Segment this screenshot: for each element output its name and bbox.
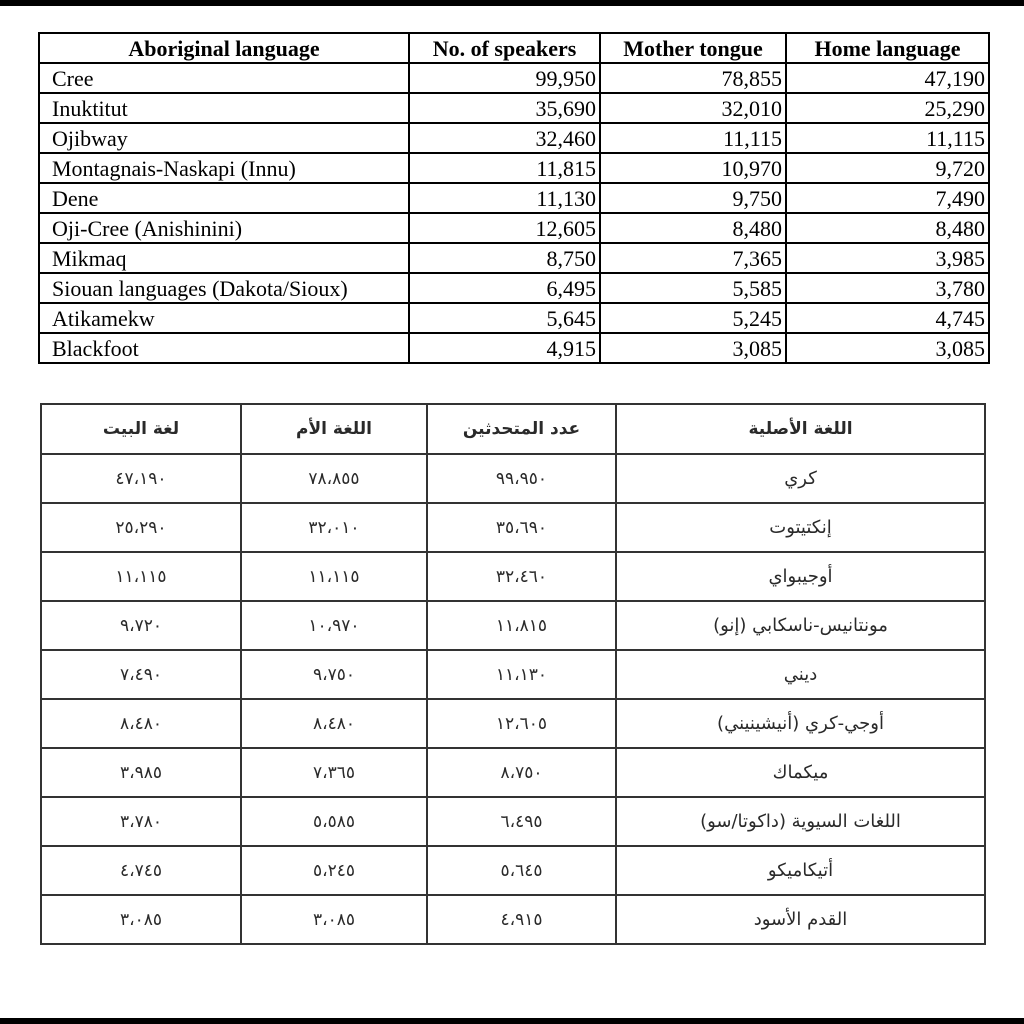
speakers-cell: 11,815	[409, 153, 600, 183]
speakers-cell: 12,605	[409, 213, 600, 243]
home-language-cell: 25,290	[786, 93, 989, 123]
home-language-cell-ar: ٤٧،١٩٠	[41, 454, 241, 503]
table-row	[41, 895, 985, 944]
table-row	[39, 153, 989, 183]
speakers-cell: 6,495	[409, 273, 600, 303]
header-home-language-ar: لغة البيت	[41, 404, 241, 454]
header-mother-tongue-ar: اللغة الأم	[241, 404, 427, 454]
table-row	[39, 213, 989, 243]
home-language-cell-ar: ١١،١١٥	[41, 552, 241, 601]
table-row	[41, 699, 985, 748]
language-name-cell: Ojibway	[39, 123, 409, 153]
language-name-cell-ar: أوجيبواي	[616, 552, 985, 601]
home-language-cell: 3,780	[786, 273, 989, 303]
home-language-cell-ar: ٨،٤٨٠	[41, 699, 241, 748]
table-row	[39, 303, 989, 333]
mother-tongue-cell-ar: ١١،١١٥	[241, 552, 427, 601]
table-row	[41, 503, 985, 552]
table-row	[39, 333, 989, 363]
mother-tongue-cell: 3,085	[600, 333, 786, 363]
language-name-cell-ar: إنكتيتوت	[616, 503, 985, 552]
language-name-cell: Atikamekw	[39, 303, 409, 333]
home-language-cell: 47,190	[786, 63, 989, 93]
mother-tongue-cell: 7,365	[600, 243, 786, 273]
mother-tongue-cell: 32,010	[600, 93, 786, 123]
home-language-cell-ar: ٤،٧٤٥	[41, 846, 241, 895]
top-border-bar	[0, 0, 1024, 6]
header-aboriginal-language: Aboriginal language	[39, 33, 409, 63]
home-language-cell: 7,490	[786, 183, 989, 213]
language-name-cell: Dene	[39, 183, 409, 213]
english-language-table	[38, 32, 990, 364]
mother-tongue-cell-ar: ٣٢،٠١٠	[241, 503, 427, 552]
speakers-cell: 11,130	[409, 183, 600, 213]
speakers-cell-ar: ٣٢،٤٦٠	[427, 552, 616, 601]
home-language-cell-ar: ٢٥،٢٩٠	[41, 503, 241, 552]
mother-tongue-cell: 5,585	[600, 273, 786, 303]
language-name-cell: Inuktitut	[39, 93, 409, 123]
mother-tongue-cell-ar: ٨،٤٨٠	[241, 699, 427, 748]
speakers-cell-ar: ١١،٨١٥	[427, 601, 616, 650]
mother-tongue-cell: 8,480	[600, 213, 786, 243]
home-language-cell: 4,745	[786, 303, 989, 333]
table-row	[41, 650, 985, 699]
table-row	[41, 454, 985, 503]
home-language-cell: 3,085	[786, 333, 989, 363]
mother-tongue-cell-ar: ١٠،٩٧٠	[241, 601, 427, 650]
header-no-of-speakers: No. of speakers	[409, 33, 600, 63]
table-row	[39, 243, 989, 273]
speakers-cell: 35,690	[409, 93, 600, 123]
home-language-cell-ar: ٣،٧٨٠	[41, 797, 241, 846]
language-name-cell-ar: كري	[616, 454, 985, 503]
language-name-cell: Montagnais-Naskapi (Innu)	[39, 153, 409, 183]
header-speakers-count-ar: عدد المتحدثين	[427, 404, 616, 454]
speakers-cell-ar: ٦،٤٩٥	[427, 797, 616, 846]
speakers-cell-ar: ٤،٩١٥	[427, 895, 616, 944]
speakers-cell: 99,950	[409, 63, 600, 93]
language-name-cell-ar: اللغات السيوية (داكوتا/سو)	[616, 797, 985, 846]
arabic-header-row	[41, 404, 985, 454]
language-name-cell-ar: القدم الأسود	[616, 895, 985, 944]
table-row	[39, 183, 989, 213]
speakers-cell-ar: ١٢،٦٠٥	[427, 699, 616, 748]
header-original-language-ar: اللغة الأصلية	[616, 404, 985, 454]
language-name-cell-ar: أتيكاميكو	[616, 846, 985, 895]
language-name-cell: Siouan languages (Dakota/Sioux)	[39, 273, 409, 303]
speakers-cell: 4,915	[409, 333, 600, 363]
speakers-cell: 8,750	[409, 243, 600, 273]
table-row	[39, 93, 989, 123]
header-home-language: Home language	[786, 33, 989, 63]
language-name-cell: Oji-Cree (Anishinini)	[39, 213, 409, 243]
home-language-cell: 9,720	[786, 153, 989, 183]
header-mother-tongue: Mother tongue	[600, 33, 786, 63]
arabic-language-table	[40, 403, 986, 945]
language-name-cell-ar: ديني	[616, 650, 985, 699]
home-language-cell: 8,480	[786, 213, 989, 243]
mother-tongue-cell: 10,970	[600, 153, 786, 183]
speakers-cell-ar: ٥،٦٤٥	[427, 846, 616, 895]
table-row	[39, 123, 989, 153]
language-name-cell: Cree	[39, 63, 409, 93]
language-name-cell: Mikmaq	[39, 243, 409, 273]
table-row	[41, 552, 985, 601]
home-language-cell: 3,985	[786, 243, 989, 273]
language-name-cell-ar: أوجي-كري (أنيشينيني)	[616, 699, 985, 748]
speakers-cell-ar: ٨،٧٥٠	[427, 748, 616, 797]
english-table-body	[39, 63, 989, 363]
home-language-cell: 11,115	[786, 123, 989, 153]
table-row	[41, 846, 985, 895]
english-header-row	[39, 33, 989, 63]
language-name-cell-ar: ميكماك	[616, 748, 985, 797]
language-name-cell: Blackfoot	[39, 333, 409, 363]
mother-tongue-cell-ar: ٣،٠٨٥	[241, 895, 427, 944]
mother-tongue-cell: 78,855	[600, 63, 786, 93]
table-row	[39, 273, 989, 303]
mother-tongue-cell-ar: ٧،٣٦٥	[241, 748, 427, 797]
mother-tongue-cell: 5,245	[600, 303, 786, 333]
table-row	[41, 748, 985, 797]
speakers-cell-ar: ٣٥،٦٩٠	[427, 503, 616, 552]
home-language-cell-ar: ٩،٧٢٠	[41, 601, 241, 650]
speakers-cell-ar: ٩٩،٩٥٠	[427, 454, 616, 503]
mother-tongue-cell-ar: ٧٨،٨٥٥	[241, 454, 427, 503]
home-language-cell-ar: ٣،٠٨٥	[41, 895, 241, 944]
speakers-cell: 32,460	[409, 123, 600, 153]
bottom-border-bar	[0, 1018, 1024, 1024]
mother-tongue-cell-ar: ٥،٢٤٥	[241, 846, 427, 895]
mother-tongue-cell: 9,750	[600, 183, 786, 213]
home-language-cell-ar: ٧،٤٩٠	[41, 650, 241, 699]
mother-tongue-cell-ar: ٩،٧٥٠	[241, 650, 427, 699]
table-row	[41, 601, 985, 650]
speakers-cell: 5,645	[409, 303, 600, 333]
language-name-cell-ar: مونتانيس-ناسكابي (إنو)	[616, 601, 985, 650]
arabic-table-body	[41, 454, 985, 944]
speakers-cell-ar: ١١،١٣٠	[427, 650, 616, 699]
table-row	[39, 63, 989, 93]
mother-tongue-cell: 11,115	[600, 123, 786, 153]
mother-tongue-cell-ar: ٥،٥٨٥	[241, 797, 427, 846]
table-row	[41, 797, 985, 846]
home-language-cell-ar: ٣،٩٨٥	[41, 748, 241, 797]
